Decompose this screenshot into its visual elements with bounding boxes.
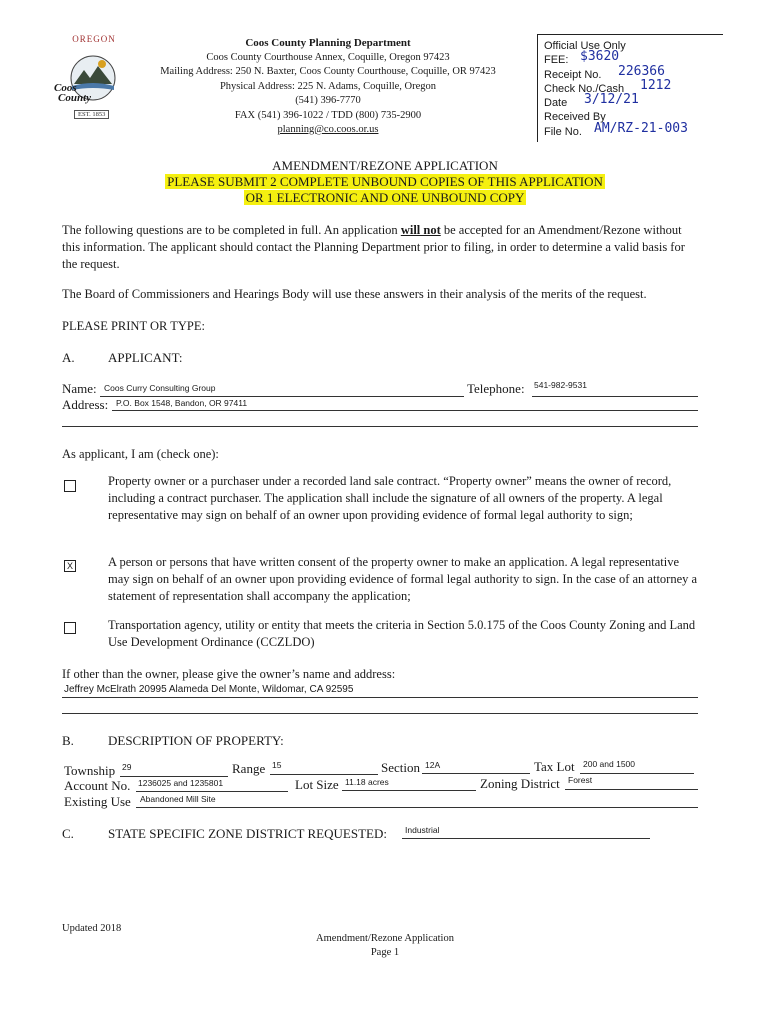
account-line xyxy=(136,791,288,792)
check-cash-value: 1212 xyxy=(640,77,672,93)
official-use-box xyxy=(537,34,723,142)
owner-line-2 xyxy=(62,713,698,714)
header-physical-address: Physical Address: 225 N. Adams, Coquille, Oregon xyxy=(219,80,437,92)
header-mailing-address: Mailing Address: 250 N. Baxter, Coos County Courthouse, Coquille, OR 97423 xyxy=(160,66,496,77)
lotsize-line xyxy=(342,790,476,791)
section-a-heading: APPLICANT: xyxy=(108,350,183,365)
zone-requested-line xyxy=(402,838,650,839)
zoning-line xyxy=(565,789,698,790)
section-b-heading: DESCRIPTION OF PROPERTY: xyxy=(108,733,284,748)
telephone-field[interactable]: 541-982-9531 xyxy=(534,380,587,390)
header-email-link[interactable]: planning@co.coos.or.us xyxy=(277,124,379,135)
option-transportation-checkbox[interactable] xyxy=(64,622,76,634)
section-a-letter: A. xyxy=(62,350,75,365)
check-one-prompt: As applicant, I am (check one): xyxy=(62,447,219,461)
department-name: Coos County Planning Department xyxy=(245,37,411,49)
check-cash-label: Check No./Cash xyxy=(544,82,625,95)
page-number: Page 1 xyxy=(370,947,400,958)
will-not-emphasis: will not xyxy=(400,223,441,237)
option-transportation-text: Transportation agency, utility or entity that meets the criteria in Section 5.0.175 of the Coos County Zoning and Land Use Development Ordinance (CCZLDO) xyxy=(108,618,696,649)
option-property-owner-text: Property owner or a purchaser under a recorded land sale contract. “Property owner” means the owner of record, including a contract purchaser. The application shall include the signature of all owners of the property. A legal representative may sign on behalf of an owner upon providing evidence of formal legal authority to sign; xyxy=(108,474,672,522)
receipt-label: Receipt No. xyxy=(544,68,602,81)
account-label: Account No. xyxy=(64,778,131,793)
logo-oregon-text: OREGON xyxy=(72,34,116,44)
fee-label: FEE: xyxy=(544,54,569,67)
date-value: 3/12/21 xyxy=(584,92,639,108)
account-field[interactable]: 1236025 and 1235801 xyxy=(138,778,224,788)
zoning-field[interactable]: Forest xyxy=(568,775,593,785)
telephone-label: Telephone: xyxy=(467,381,525,396)
section-line xyxy=(422,773,530,774)
receipt-value: 226366 xyxy=(618,63,665,79)
range-field[interactable]: 15 xyxy=(272,760,282,770)
owner-prompt: If other than the owner, please give the owner’s name and address: xyxy=(62,667,396,681)
zoning-label: Zoning District xyxy=(480,776,560,791)
department-header xyxy=(118,36,538,138)
name-label: Name: xyxy=(62,381,97,396)
township-line xyxy=(120,776,228,777)
official-use-title: Official Use Only xyxy=(544,40,626,52)
address-line xyxy=(112,410,698,411)
fee-value: $3620 xyxy=(580,49,620,65)
board-paragraph: The Board of Commissioners and Hearings Body will use these answers in their analysis of the merits of the request. xyxy=(62,287,647,301)
taxlot-label: Tax Lot xyxy=(534,759,575,774)
print-or-type: PLEASE PRINT OR TYPE: xyxy=(62,319,205,333)
logo-est: EST. 1853 xyxy=(74,110,109,119)
existing-use-field[interactable]: Abandoned Mill Site xyxy=(140,794,216,804)
zone-requested-field[interactable]: Industrial xyxy=(405,825,440,835)
lotsize-label: Lot Size xyxy=(295,777,339,792)
owner-field[interactable]: Jeffrey McElrath 20995 Alameda Del Monte, Wildomar, CA 92595 xyxy=(64,684,354,695)
file-no-label: File No. xyxy=(544,125,582,138)
township-field[interactable]: 29 xyxy=(122,762,132,772)
existing-use-label: Existing Use xyxy=(64,794,131,809)
lotsize-field[interactable]: 11.18 acres xyxy=(345,777,389,787)
intro-paragraph: The following questions are to be completed in full. An application will not be accepted for an Amendment/Rezone without this information. The applicant should contact the Planning Department prior to filing, in order to determine a valid basis for the request. xyxy=(62,223,685,271)
section-label: Section xyxy=(381,760,420,775)
form-title: AMENDMENT/REZONE APPLICATION xyxy=(272,158,498,173)
section-field[interactable]: 12A xyxy=(425,760,441,770)
date-label: Date xyxy=(544,97,568,110)
taxlot-field[interactable]: 200 and 1500 xyxy=(583,759,635,769)
option-written-consent-checkbox[interactable]: X xyxy=(64,560,76,572)
submit-instruction-2: OR 1 ELECTRONIC AND ONE UNBOUND COPY xyxy=(245,190,525,205)
logo-name-1: Coos xyxy=(54,82,77,94)
name-field[interactable]: Coos Curry Consulting Group xyxy=(104,383,216,393)
updated-note: Updated 2018 xyxy=(62,923,122,934)
footer-form-name: Amendment/Rezone Application xyxy=(316,933,454,944)
section-b-letter: B. xyxy=(62,733,74,748)
logo-name-2: County xyxy=(58,92,92,104)
option-written-consent-text: A person or persons that have written consent of the property owner to make an application. A legal representative may sign on behalf of an owner upon providing evidence of formal legal authority to sign. In the case of an attorney a statement of representation shall accompany the application; xyxy=(108,555,698,603)
township-label: Township xyxy=(64,763,116,778)
received-by-label: Received By xyxy=(544,111,606,124)
section-c-heading: STATE SPECIFIC ZONE DISTRICT REQUESTED: xyxy=(108,826,387,841)
telephone-line xyxy=(532,396,698,397)
section-c-letter: C. xyxy=(62,826,74,841)
owner-line xyxy=(62,697,698,698)
range-line xyxy=(270,774,378,775)
address-label: Address: xyxy=(62,397,109,412)
range-label: Range xyxy=(232,761,266,776)
address-line-2 xyxy=(62,426,698,427)
existing-use-line xyxy=(136,807,698,808)
file-no-value: AM/RZ-21-003 xyxy=(594,120,688,136)
name-line xyxy=(100,396,464,397)
header-line-1: Coos County Courthouse Annex, Coquille, Oregon 97423 xyxy=(206,51,450,63)
taxlot-line xyxy=(580,773,694,774)
address-field[interactable]: P.O. Box 1548, Bandon, OR 97411 xyxy=(116,398,248,408)
header-fax: FAX (541) 396-1022 / TDD (800) 735-2900 xyxy=(234,109,422,121)
option-property-owner-checkbox[interactable] xyxy=(64,480,76,492)
submit-instruction-1: PLEASE SUBMIT 2 COMPLETE UNBOUND COPIES OF THIS APPLICATION xyxy=(167,174,603,189)
header-phone: (541) 396-7770 xyxy=(295,95,361,106)
